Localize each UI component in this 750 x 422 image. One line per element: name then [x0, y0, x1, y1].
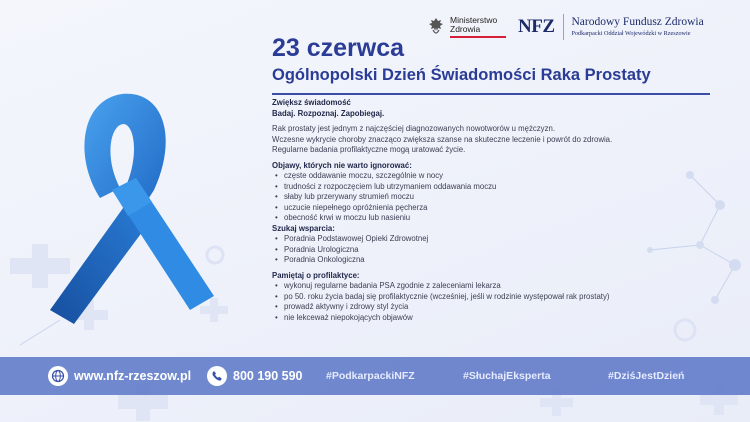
page-title: Ogólnopolski Dzień Świadomości Raka Prostaty — [272, 66, 651, 84]
support-list — [272, 234, 722, 266]
header-logos — [426, 12, 704, 42]
intro-heading: Zwiększ świadomość — [272, 98, 351, 107]
footer-bar — [0, 357, 750, 395]
ministry-logo — [426, 16, 506, 38]
list-item: • Poradnia Podstawowej Opieki Zdrowotnej — [272, 234, 722, 245]
hashtag-podkarpacki: #PodkarpackiNFZ — [326, 370, 415, 382]
list-item: • słaby lub przerywany strumień moczu — [272, 192, 722, 203]
symptoms-list — [272, 171, 722, 224]
intro-line: Regularne badania profilaktyczne mogą uratować życie. — [272, 145, 466, 154]
nfz-logo-mark: NFZ — [518, 16, 555, 37]
phone-link[interactable] — [207, 366, 303, 386]
nfz-logo-text — [572, 16, 704, 38]
intro-section — [272, 98, 722, 156]
list-item: • prowadź aktywny i zdrowy styl życia — [272, 302, 722, 313]
intro-line: Rak prostaty jest jednym z najczęściej diagnozowanych nowotworów u mężczyzn. — [272, 124, 555, 133]
title-underline — [272, 93, 710, 95]
ministry-line1: Ministerstwo — [450, 15, 498, 26]
support-heading: Szukaj wsparcia: — [272, 223, 335, 233]
list-item: • uczucie niepełnego opróżnienia pęcherza — [272, 203, 722, 214]
intro-line: Wczesne wykrycie choroby znacząco zwiększa szanse na skuteczne leczenie i powrót do zdrowia. — [272, 134, 613, 144]
content-body — [272, 98, 722, 323]
awareness-ribbon — [32, 78, 220, 328]
phone-number: 800 190 590 — [233, 369, 303, 383]
phone-icon — [207, 366, 227, 386]
logo-divider — [563, 14, 564, 40]
list-item: • obecność krwi w moczu lub nasieniu — [272, 213, 722, 224]
hashtag-dzis: #DziśJestDzień — [608, 370, 685, 382]
website-text: www.nfz-rzeszow.pl — [74, 369, 192, 383]
nfz-branch: Podkarpacki Oddział Wojewódzki w Rzeszowie — [571, 30, 691, 37]
list-item: • częste oddawanie moczu, szczególnie w nocy — [272, 171, 722, 182]
list-item: • trudności z rozpoczęciem lub utrzymaniem oddawania moczu — [272, 182, 722, 193]
prevention-heading: Pamiętaj o profilaktyce: — [272, 270, 360, 280]
eagle-icon — [426, 16, 446, 38]
intro-slogan: Badaj. Rozpoznaj. Zapobiegaj. — [272, 108, 385, 118]
symptoms-heading: Objawy, których nie warto ignorować: — [272, 160, 412, 170]
list-item: • nie lekceważ niepokojących objawów — [272, 313, 722, 324]
list-item: • wykonuj regularne badania PSA zgodnie z zaleceniami lekarza — [272, 281, 722, 292]
hashtag-sluchaj: #SłuchajEksperta — [463, 370, 551, 382]
date-heading: 23 czerwca — [272, 34, 405, 62]
list-item: • Poradnia Onkologiczna — [272, 255, 722, 266]
nfz-name: Narodowy Fundusz Zdrowia — [571, 16, 704, 28]
list-item: • po 50. roku życia badaj się profilaktycznie (wcześniej, jeśli w rodzinie występował rak prostaty) — [272, 292, 722, 303]
prevention-list — [272, 281, 722, 323]
globe-icon — [48, 366, 68, 386]
website-link[interactable] — [48, 366, 191, 386]
ministry-red-line — [450, 36, 506, 38]
ministry-line2: Zdrowia — [450, 24, 481, 35]
list-item: • Poradnia Urologiczna — [272, 245, 722, 256]
